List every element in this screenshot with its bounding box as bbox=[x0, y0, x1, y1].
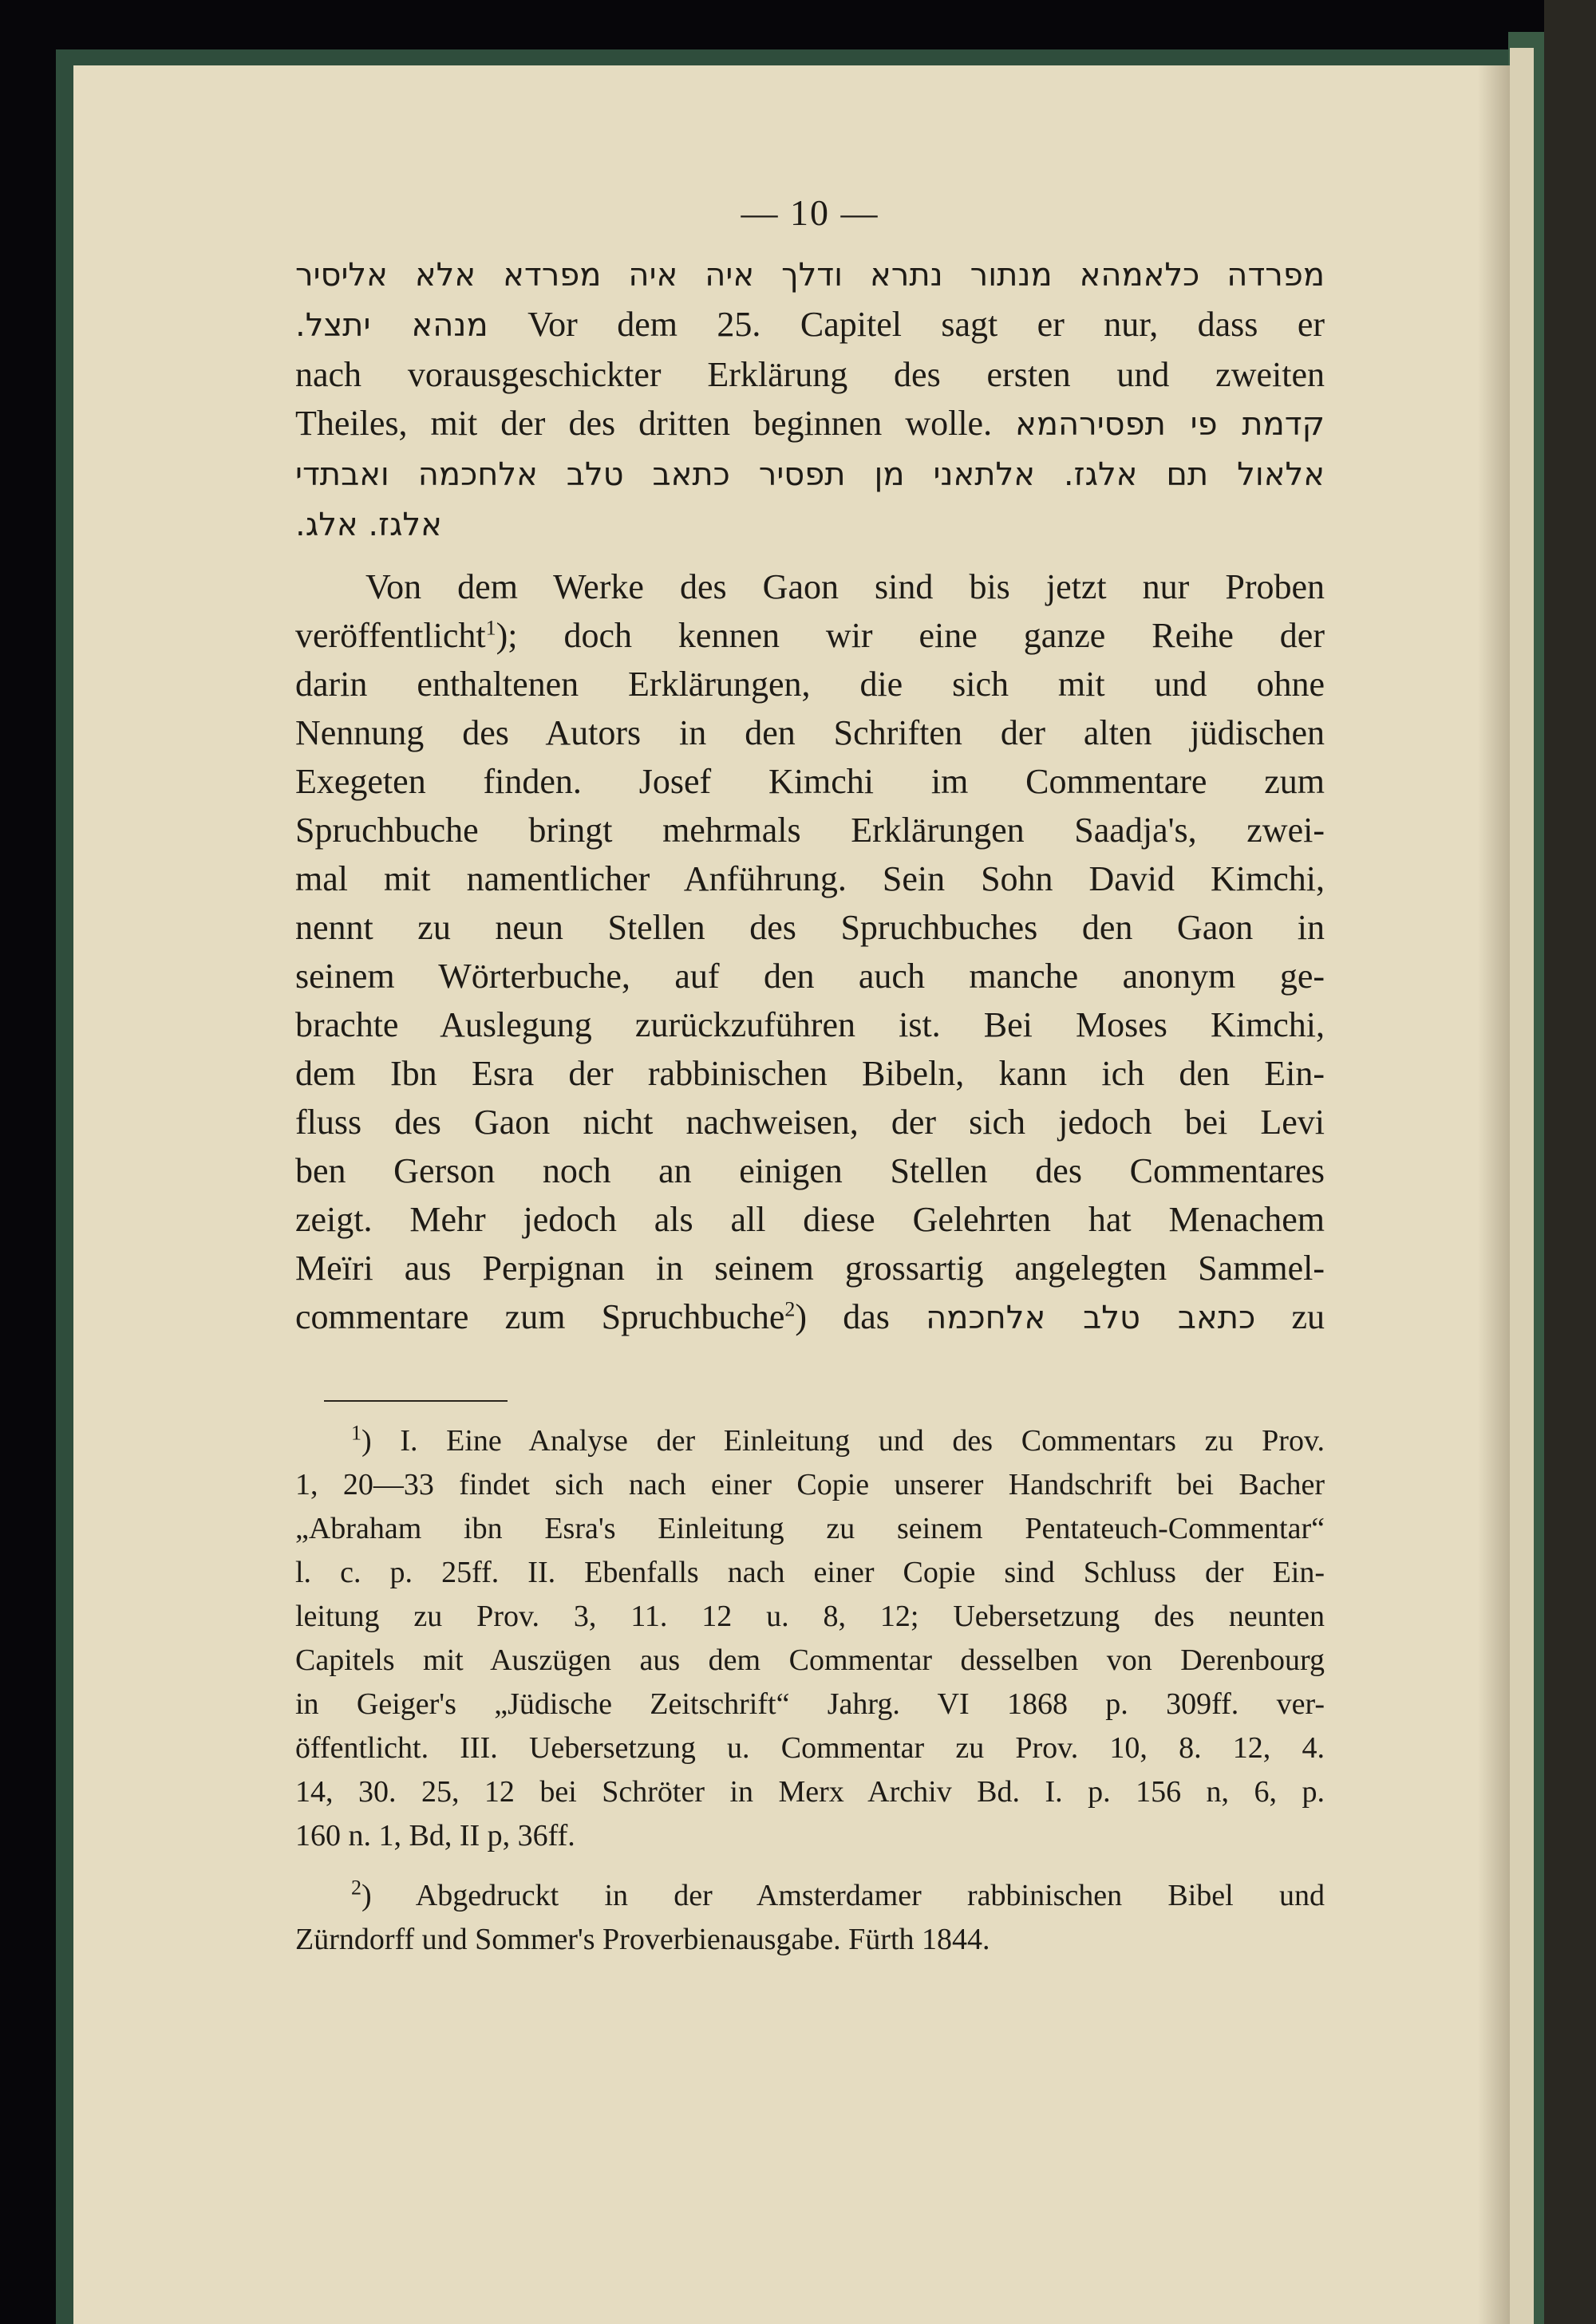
footnote-ref: 1 bbox=[485, 616, 496, 640]
footnote-line: 160 n. 1, Bd, II p, 36ff. bbox=[295, 1819, 575, 1852]
text-line: Theiles, mit der des dritten beginnen wolle. קדמת פי תפסירהמא bbox=[295, 404, 1325, 443]
facing-page-edge bbox=[1510, 48, 1534, 2324]
text-line: brachte Auslegung zurückzuführen ist. Bei Moses Kimchi, bbox=[295, 1005, 1325, 1044]
text-line: seinem Wörterbuche, auf den auch manche anonym ge- bbox=[295, 957, 1325, 996]
page-text bbox=[295, 191, 1325, 1962]
footnote-1 bbox=[295, 1419, 1325, 1858]
footnote-rule bbox=[324, 1400, 508, 1402]
page-gutter-shadow bbox=[1478, 65, 1510, 2324]
paragraph-2 bbox=[295, 562, 1325, 1343]
text-line: dem Ibn Esra der rabbinischen Bibeln, kann ich den Ein- bbox=[295, 1054, 1325, 1093]
footnote-line: Capitels mit Auszügen aus dem Commentar desselben von Derenbourg bbox=[295, 1643, 1325, 1677]
hebrew-line: אלאול תם אלגז. אלתאני מן תפסיר כתאב טלב אלחכמה ואבתדי bbox=[295, 456, 1325, 493]
footnote-line: in Geiger's „Jüdische Zeitschrift“ Jahrg. VI 1868 p. 309ff. ver- bbox=[295, 1687, 1325, 1721]
footnote-line: $^1$) I. Eine Analyse der Einleitung und des Commentars zu Prov. bbox=[351, 1421, 1325, 1458]
footnote-line: $^2$) Abgedruckt in der Amsterdamer rabbinischen Bibel und bbox=[351, 1876, 1325, 1912]
text-line: Spruchbuche bringt mehrmals Erklärungen Saadja's, zwei- bbox=[295, 811, 1325, 850]
footnote-line: „Abraham ibn Esra's Einleitung zu seinem Pentateuch-Commentar“ bbox=[295, 1512, 1325, 1545]
footnote-ref: 2 bbox=[784, 1297, 796, 1321]
page-number: — 10 — bbox=[741, 192, 879, 233]
text-line: veröffentlicht$^1$); doch kennen wir eine ganze Reihe der bbox=[295, 616, 1325, 655]
background-strip bbox=[1544, 0, 1596, 2324]
text-line: Exegeten finden. Josef Kimchi im Commentare zum bbox=[295, 762, 1325, 801]
text-line: zeigt. Mehr jedoch als all diese Gelehrten hat Menachem bbox=[295, 1200, 1325, 1239]
footnote-line: Zürndorff und Sommer's Proverbienausgabe. Fürth 1844. bbox=[295, 1923, 990, 1956]
text-line: commentare zum Spruchbuche$^2$) das כתאב טלב אלחכמה zu bbox=[295, 1297, 1325, 1336]
hebrew-line: מפרדה כלאמהא מנתור נתרא ודלך איה איה מפרדא אלא אליסיר bbox=[295, 257, 1325, 294]
footnote-line: l. c. p. 25ff. II. Ebenfalls nach einer Copie sind Schluss der Ein- bbox=[295, 1556, 1325, 1589]
footnote-2 bbox=[295, 1874, 1325, 1962]
paragraph-1 bbox=[295, 250, 1325, 550]
text-line: mal mit namentlicher Anführung. Sein Sohn David Kimchi, bbox=[295, 859, 1325, 898]
text-line: ben Gerson noch an einigen Stellen des Commentares bbox=[295, 1151, 1325, 1190]
text-line: Nennung des Autors in den Schriften der alten jüdischen bbox=[295, 713, 1325, 752]
text-line: nach vorausgeschickter Erklärung des ersten und zweiten bbox=[295, 355, 1325, 394]
text-line: nennt zu neun Stellen des Spruchbuches den Gaon in bbox=[295, 908, 1325, 947]
footnote-line: 14, 30. 25, 12 bei Schröter in Merx Archiv Bd. I. p. 156 n, 6, p. bbox=[295, 1775, 1325, 1809]
text-line: Meïri aus Perpignan in seinem grossartig angelegten Sammel- bbox=[295, 1249, 1325, 1288]
footnote-line: leitung zu Prov. 3, 11. 12 u. 8, 12; Uebersetzung des neunten bbox=[295, 1600, 1325, 1633]
footnote-line: öffentlicht. III. Uebersetzung u. Commentar zu Prov. 10, 8. 12, 4. bbox=[295, 1731, 1325, 1765]
text-line: מנהא יתצל. Vor dem 25. Capitel sagt er nur, dass er bbox=[295, 305, 1325, 344]
footnote-line: 1, 20—33 findet sich nach einer Copie unserer Handschrift bei Bacher bbox=[295, 1468, 1325, 1501]
text-line: Von dem Werke des Gaon sind bis jetzt nur Proben bbox=[365, 567, 1325, 606]
hebrew-line: אלגז. אלג. bbox=[295, 507, 442, 543]
text-line: darin enthaltenen Erklärungen, die sich mit und ohne bbox=[295, 665, 1325, 704]
text-line: fluss des Gaon nicht nachweisen, der sich jedoch bei Levi bbox=[295, 1103, 1325, 1142]
